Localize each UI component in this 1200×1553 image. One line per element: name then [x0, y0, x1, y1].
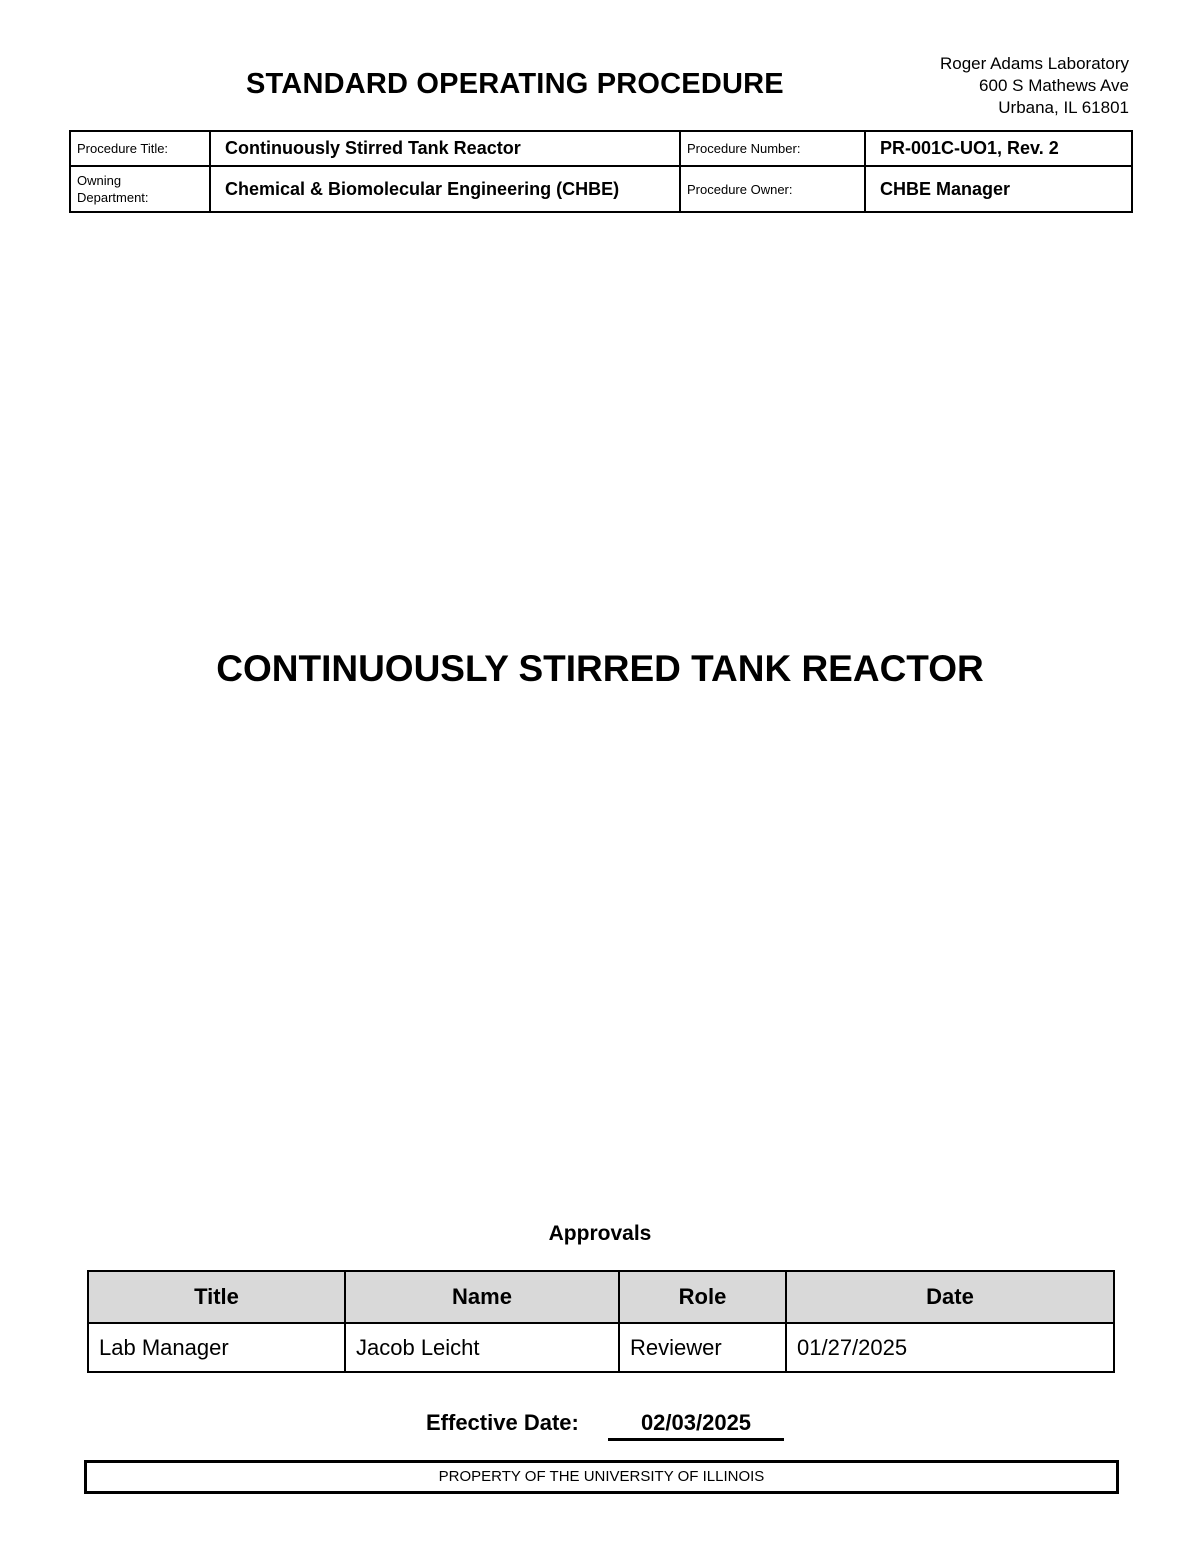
procedure-info-table: [69, 130, 1133, 213]
lab-address: [940, 53, 1129, 119]
document-type-title: STANDARD OPERATING PROCEDURE: [246, 68, 784, 100]
address-line: Roger Adams Laboratory: [940, 54, 1129, 73]
approvals-heading: Approvals: [548, 1222, 652, 1245]
effective-date-label: Effective Date:: [426, 1410, 579, 1435]
info-row: [70, 166, 1132, 212]
main-title: CONTINUOUSLY STIRRED TANK REACTOR: [216, 648, 984, 689]
column-header-title: Title: [88, 1271, 345, 1323]
procedure-title-value: Continuously Stirred Tank Reactor: [210, 131, 680, 166]
procedure-title-label: Procedure Title:: [70, 131, 210, 166]
info-row: [70, 131, 1132, 166]
procedure-number-label: Procedure Number:: [680, 131, 865, 166]
cell-date: 01/27/2025: [786, 1323, 1114, 1372]
column-header-date: Date: [786, 1271, 1114, 1323]
procedure-number-value: PR-001C-UO1, Rev. 2: [865, 131, 1132, 166]
owning-department-label: Owning Department:: [70, 166, 210, 212]
procedure-owner-value: CHBE Manager: [865, 166, 1132, 212]
column-header-role: Role: [619, 1271, 786, 1323]
cell-name: Jacob Leicht: [345, 1323, 619, 1372]
address-line: 600 S Mathews Ave: [979, 76, 1129, 95]
column-header-name: Name: [345, 1271, 619, 1323]
approvals-table: [87, 1270, 1115, 1373]
approvals-header-row: [88, 1271, 1114, 1323]
owning-department-value: Chemical & Biomolecular Engineering (CHBE): [210, 166, 680, 212]
procedure-owner-label: Procedure Owner:: [680, 166, 865, 212]
effective-date-value: 02/03/2025: [608, 1410, 784, 1441]
table-row: [88, 1323, 1114, 1372]
cell-title: Lab Manager: [88, 1323, 345, 1372]
property-notice: PROPERTY OF THE UNIVERSITY OF ILLINOIS: [84, 1460, 1119, 1494]
address-line: Urbana, IL 61801: [998, 98, 1129, 117]
cell-role: Reviewer: [619, 1323, 786, 1372]
